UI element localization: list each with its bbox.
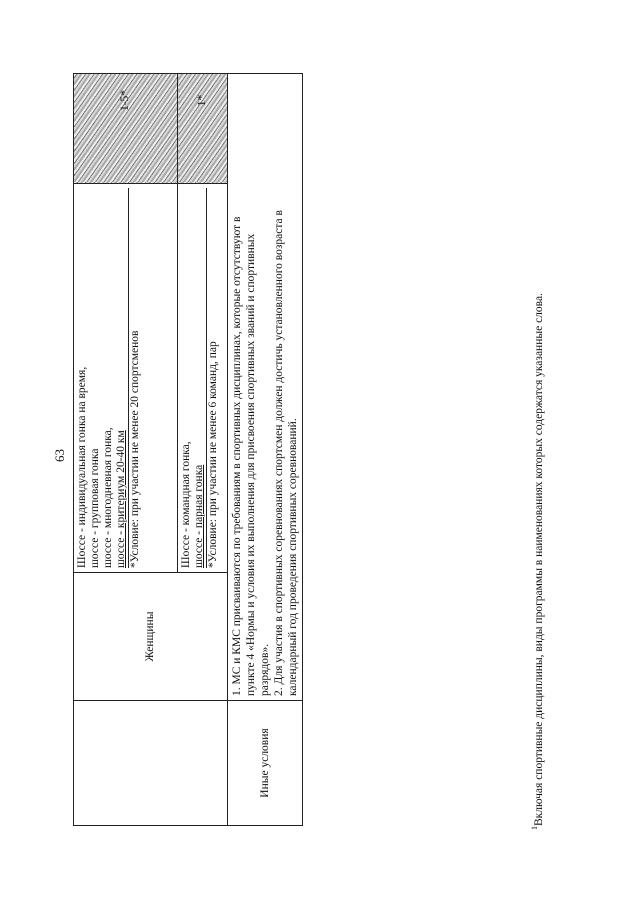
note-line: разрядов». [259,643,271,696]
condition-line: *Условие: при участии не менее 20 спортсменов [128,188,142,568]
discipline-line: шоссе - парная гонка [193,464,205,568]
table-row [74,74,178,826]
discipline-line: шоссе - критериум 20-40 км [115,430,127,568]
note-line: пункте 4 «Нормы и условия их выполнения для присвоения спортивных званий и спортивных [245,233,257,696]
requirements-table [73,74,299,826]
discipline-line: шоссе - многодневная гонка, [102,427,114,568]
empty-cell [74,701,228,826]
discipline-group-1 [74,184,178,573]
footnote [530,293,545,830]
condition-line: *Условие: при участии не менее 6 команд, пар [206,188,220,568]
discipline-line: шоссе - групповая гонка [89,448,101,568]
table-row [228,74,303,826]
other-conditions-text [228,74,303,701]
note-line: 1. МС и КМС присваиваются по требованиям в спортивных дисциплинах, которые отсутствуют в [231,216,243,696]
discipline-line: Шоссе - индивидуальная гонка на время, [76,366,88,568]
value-label: 1-5* [119,89,131,112]
other-conditions-label: Иные условия [228,701,303,826]
value-cell [74,74,178,184]
footnote-text: Включая спортивные дисциплины, виды программы в наименованиях которых содержатся указанные слова. [532,293,545,826]
note-line: календарный год проведения спортивных соревнований. [287,418,299,696]
value-label: 1* [196,94,208,107]
note-line: 2. Для участия в спортивных соревнованиях спортсмен должен достичь установленного возраста в [273,210,285,696]
discipline-group-2 [178,184,228,573]
footnote-mark: 1 [530,826,539,830]
women-label: Женщины [74,573,228,701]
page-number: 63 [52,449,67,462]
discipline-line: Шоссе - командная гонка, [180,441,192,568]
value-cell [178,74,228,184]
